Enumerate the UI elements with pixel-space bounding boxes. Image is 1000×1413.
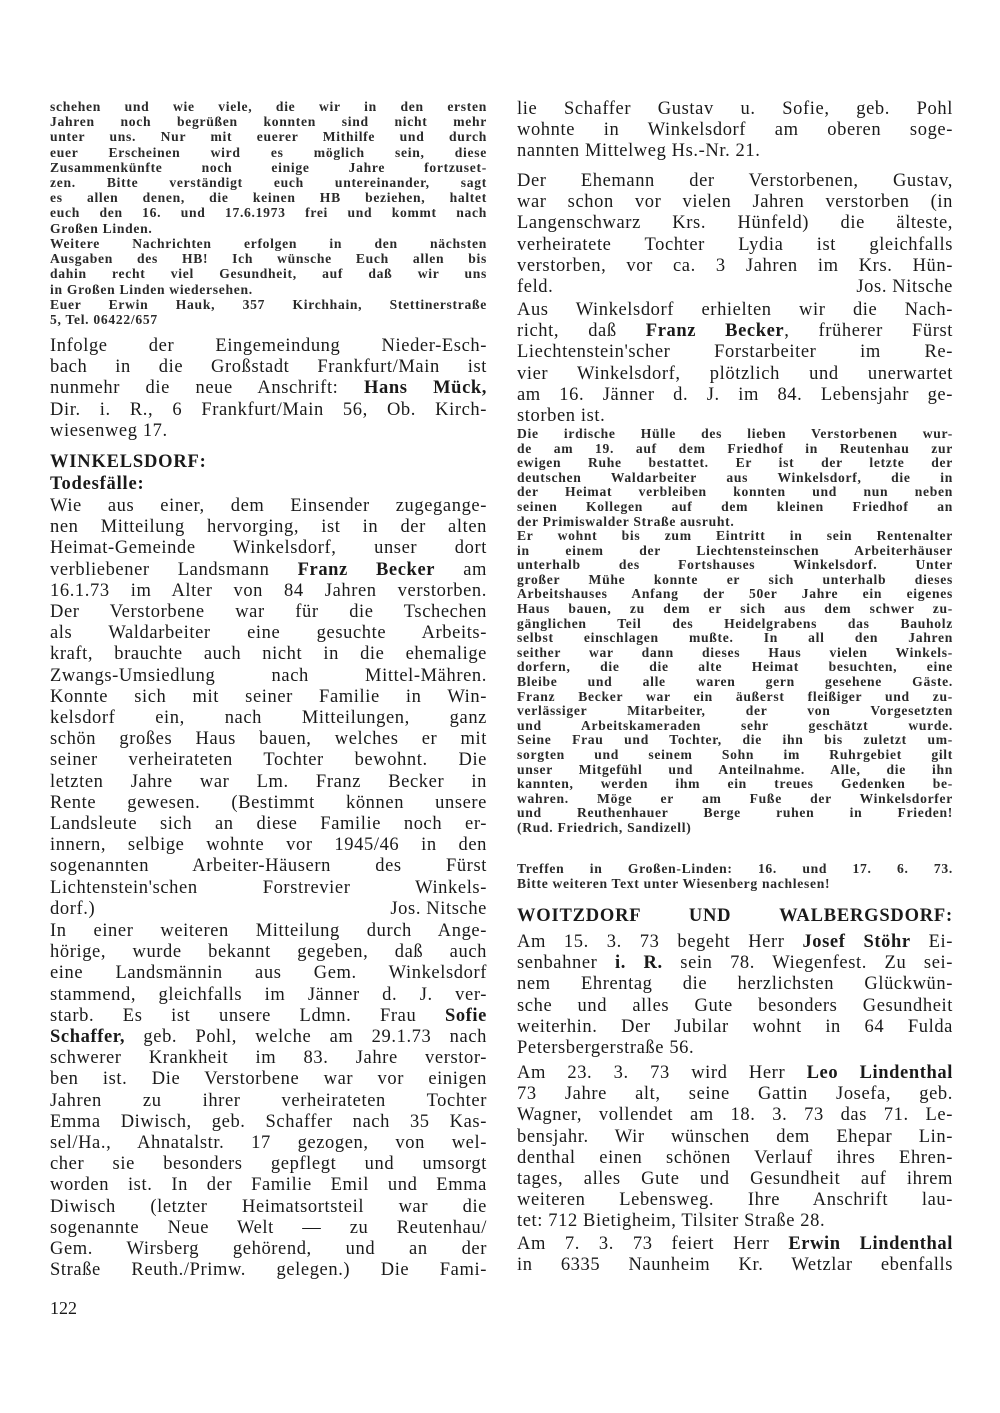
- line-text: senbahner: [517, 953, 615, 974]
- paragraph-further-news: [50, 236, 487, 297]
- text-line: de am 19. auf dem Friedhof in Reutenhau zur: [517, 440, 953, 456]
- text-line: Konnte sich mit seiner Familie in Win-: [50, 686, 487, 707]
- text-line: Zwangs-Umsiedlung nach Mittel-Mähren.: [50, 665, 487, 686]
- paragraph-becker-life: [517, 529, 953, 835]
- text-line: der Heimat verbleiben konnten und nun neben: [517, 484, 953, 500]
- text-line: es allen denen, die keinen HB beziehen, haltet: [50, 190, 487, 206]
- text-line: Weitere Nachrichten erfolgen in den nächsten: [50, 236, 487, 251]
- text-line: weiterhin. Der Jubilar wohnt in 64 Fulda: [517, 1016, 953, 1037]
- text-line: verstorben, vor ca. 3 Jahren im Krs. Hün-: [517, 255, 953, 276]
- text-line: verlässiger Mitarbeiter, der von Vorgesetzten: [517, 703, 953, 719]
- text-line: sel/Ha., Ahnatalstr. 17 gezogen, von wel-: [50, 1133, 487, 1154]
- line-text: dorf.): [50, 898, 96, 919]
- text-line: sogenannte Neue Welt — zu Reutenhau/: [50, 1217, 487, 1238]
- text-line: innern, selbige wohnte vor 1945/46 in den: [50, 835, 487, 856]
- text-line: Jahren noch begrüßen konnten sind nicht mehr: [50, 114, 487, 130]
- text-line: in 6335 Naunheim Kr. Wetzlar ebenfalls: [517, 1255, 953, 1276]
- bold-name: Franz Becker: [297, 559, 436, 580]
- bold-name: Sofie: [444, 1005, 487, 1026]
- text-line: euch den 16. und 17.6.1973 frei und kommt nach: [50, 205, 487, 221]
- text-line: war schon vor vielen Jahren verstorben (in: [517, 192, 953, 213]
- text-line: schehen und wie viele, die wir in den ersten: [50, 99, 487, 114]
- text-line: Rente gewesen. (Bestimmt können unsere: [50, 792, 487, 813]
- text-line: der Primiswalder Straße ausruht.: [517, 513, 735, 529]
- text-line: Franz Becker war ein äußerst fleißiger und zu-: [517, 688, 953, 704]
- text-line: sorgten und seinem Sohn im Ruhrgebiet gilt: [517, 746, 953, 762]
- text-line: unser Mitgefühl und Anteilnahme. Alle, die ihn: [517, 761, 953, 777]
- text-line: [50, 1006, 487, 1027]
- text-line: nem Ehrentag die herzlichsten Glückwün-: [517, 974, 953, 995]
- text-line: Euer Erwin Hauk, 357 Kirchhain, Stettinerstraße: [50, 297, 487, 312]
- paragraph-schaffer-continued: [517, 99, 953, 163]
- text-line: Infolge der Eingemeindung Nieder-Esch-: [50, 336, 487, 356]
- text-line: schwerer Krankheit im 83. Jahre verstor-: [50, 1048, 487, 1069]
- text-line: nannten Mittelweg Hs.-Nr. 21.: [517, 141, 761, 162]
- text-line: vier Winkelsdorf, plötzlich und unerwartet: [517, 363, 953, 384]
- text-line: storben ist.: [517, 406, 606, 427]
- text-line: dahin recht viel Gesundheit, auf daß wir uns: [50, 266, 487, 282]
- text-line: denthal einen schönen Verlauf ihres Ehren-: [517, 1147, 953, 1168]
- line-text: Am 7. 3. 73 feiert Herr: [517, 1234, 789, 1254]
- text-line: unterhalb des Fortshauses Winkelsdorf. Unter: [517, 557, 953, 573]
- text-line: sogenannten Arbeiter-Häusern des Fürst: [50, 856, 487, 877]
- text-line: euer Erscheinen wird es möglich sein, diese: [50, 144, 487, 160]
- text-line: deutschen Waldarbeiter aus Winkelsdorf, die in: [517, 469, 953, 485]
- bold-name: Josef Stöhr: [802, 932, 911, 952]
- text-line: weiteren Lebensweg. Ihre Anschrift lau-: [517, 1190, 953, 1211]
- line-text: geb. Pohl, welche am 29.1.73 nach: [125, 1027, 487, 1048]
- text-line: und Arbeitskameraden sehr geschätzt wurde.: [517, 717, 953, 733]
- text-line: 73 Jahre alt, seine Gattin Josefa, geb.: [517, 1084, 953, 1105]
- paragraph-new-address: [50, 336, 487, 442]
- text-line: Dir. i. R., 6 Frankfurt/Main 56, Ob. Kirch-: [50, 399, 487, 420]
- line-text: verbliebener Landsmann: [50, 559, 298, 580]
- text-line: verheiratete Tochter Lydia ist gleichfalls: [517, 234, 953, 255]
- paragraph-meeting-note: [517, 861, 953, 891]
- text-line: dorfern, die die alte Heimat besuchten, eine: [517, 659, 953, 675]
- section-heading-winkelsdorf: WINKELSDORF:: [50, 452, 207, 472]
- text-line: wiesenweg 17.: [50, 420, 168, 441]
- text-line: selbst einschlagen mußte. In all den Jahren: [517, 630, 953, 646]
- text-line: ewigen Ruhe bestattet. Er ist der letzte der: [517, 455, 953, 471]
- text-line: letzten Jahre war Lm. Franz Becker in: [50, 771, 487, 792]
- line-text: Am 15. 3. 73 begeht Herr: [517, 932, 803, 952]
- text-line: (Rud. Friedrich, Sandizell): [517, 819, 692, 835]
- text-line: Diwisch (letzter Heimatsortsteil war die: [50, 1196, 487, 1217]
- text-line: Landsleute sich an diese Familie noch er-: [50, 814, 487, 835]
- paragraph-reunion-invitation: [50, 99, 487, 236]
- paragraph-erwin-lindenthal-birthday: [517, 1234, 953, 1276]
- line-text: sein 78. Wiegenfest. Zu sei-: [662, 953, 954, 974]
- line-text: , früherer Fürst: [784, 321, 953, 342]
- text-line: Die irdische Hülle des lieben Verstorbenen wur-: [517, 426, 953, 441]
- bold-name: Franz Becker: [645, 321, 785, 342]
- line-text: am: [435, 559, 488, 580]
- bold-name: i. R.: [614, 953, 663, 974]
- paragraph-franz-becker-obituary: [50, 496, 487, 920]
- text-line: ben ist. Die Verstorbene war vor einigen: [50, 1069, 487, 1090]
- signature: Jos. Nitsche: [390, 898, 487, 919]
- text-line: Gem. Wirsberg gehörend, und an der: [50, 1239, 487, 1260]
- text-line: tet: 712 Bietigheim, Tilsiter Straße 28.: [517, 1211, 826, 1232]
- text-line: kelsdorf ein, nach Mitteilungen, ganz: [50, 708, 487, 729]
- text-line: gänglichen Teil des Heidelgrabens das Bauholz: [517, 615, 953, 631]
- text-line: eine Landsmännin aus Gem. Winkelsdorf: [50, 963, 487, 984]
- text-line: kraft, brauchte auch nicht in die ehemalige: [50, 644, 487, 665]
- text-line: tages, alles Gute und Gesundheit auf ihrem: [517, 1169, 953, 1190]
- line-text: starb. Es ist unsere Ldmn. Frau: [50, 1005, 445, 1026]
- text-line: seither war dann dieses Haus vielen Winkels-: [517, 644, 953, 660]
- text-line: großer Mühe konnte er sich unterhalb dieses: [517, 571, 953, 587]
- text-line: Treffen in Großen-Linden: 16. und 17. 6. 73.: [517, 861, 953, 876]
- subheading-deaths: Todesfälle:: [50, 474, 145, 494]
- text-line: lie Schaffer Gustav u. Sofie, geb. Pohl: [517, 99, 953, 119]
- line-text: Am 23. 3. 73 wird Herr: [517, 1063, 807, 1083]
- signature: Jos. Nitsche: [856, 277, 953, 298]
- text-line: Wagner, vollendet am 18. 3. 73 das 71. Le-: [517, 1105, 953, 1126]
- text-line: schön großes Haus bauen, welches er mit: [50, 729, 487, 750]
- text-line: Straße Reuth./Primw. gelegen.) Die Fami-: [50, 1260, 487, 1281]
- text-line: Haus bauen, zu dem er sich aus dem schwer zu-: [517, 600, 953, 616]
- bold-name: Leo Lindenthal: [806, 1063, 953, 1083]
- text-line: Er wohnt bis zum Eintritt in sein Rentenalter: [517, 528, 953, 543]
- text-line: Langenschwarz Krs. Hünfeld) die älteste,: [517, 213, 953, 234]
- text-line: sche und alles Gute besonders Gesundheit: [517, 995, 953, 1016]
- text-line: [50, 899, 487, 920]
- text-line: [517, 277, 953, 298]
- text-line: Der Ehemann der Verstorbenen, Gustav,: [517, 171, 953, 191]
- text-line: seinen Kollegen auf dem kleinen Friedhof an: [517, 498, 953, 514]
- text-line: In einer weiteren Mitteilung durch Ange-: [50, 921, 487, 941]
- text-line: kannten, werden ihm ein treues Gedenken be-: [517, 776, 953, 792]
- text-line: unter uns. Nur mit euerer Mithilfe und durch: [50, 129, 487, 145]
- bold-name: Erwin Lindenthal: [788, 1234, 953, 1254]
- text-line: Bitte weiteren Text unter Wiesenberg nachlesen!: [517, 876, 831, 892]
- text-line: Seine Frau und Tochter, die ihn bis zuletzt um-: [517, 732, 953, 748]
- text-line: Jahren zu ihrer verheirateten Tochter: [50, 1090, 487, 1111]
- text-line: Emma Diwisch, geb. Schaffer nach 35 Kas-: [50, 1111, 487, 1132]
- text-line: Aus Winkelsdorf erhielten wir die Nach-: [517, 300, 953, 320]
- page-number: 122: [50, 1298, 77, 1318]
- text-line: [517, 321, 953, 342]
- line-text: richt, daß: [517, 321, 646, 342]
- text-line: Liechtenstein'scher Forstarbeiter im Re-: [517, 342, 953, 363]
- text-line: in Großen Linden wiedersehen.: [50, 281, 253, 297]
- line-text: Ei-: [910, 932, 953, 952]
- text-line: worden ist. In der Familie Emil und Emma: [50, 1175, 487, 1196]
- text-line: bach in die Großstadt Frankfurt/Main ist: [50, 357, 487, 378]
- text-line: Arbeitshauses Anfang der 50er Jahre ein eigenes: [517, 586, 953, 602]
- text-line: [517, 1063, 953, 1084]
- text-line: hörige, wurde bekannt gegeben, daß auch: [50, 942, 487, 963]
- text-line: bensjahr. Wir wünschen dem Ehepar Lin-: [517, 1126, 953, 1147]
- text-line: nen Mitteilung hervorging, ist in der alten: [50, 517, 487, 538]
- text-line: cher sie besonders gepflegt und umsorgt: [50, 1154, 487, 1175]
- paragraph-burial: [517, 427, 953, 529]
- text-line: seiner verheirateten Tochter bewohnt. Die: [50, 750, 487, 771]
- text-line: am 16. Jänner d. J. im 84. Lebensjahr ge-: [517, 384, 953, 405]
- text-line: Der Verstorbene war für die Tschechen: [50, 602, 487, 623]
- text-line: [50, 1027, 487, 1048]
- text-line: [517, 932, 953, 953]
- line-text: feld.: [517, 277, 554, 298]
- text-line: als Waldarbeiter eine gesuchte Arbeits-: [50, 623, 487, 644]
- text-line: Lichtenstein'schen Forstrevier Winkels-: [50, 877, 487, 898]
- line-text: nunmehr die neue Anschrift:: [50, 378, 365, 399]
- text-line: stammend, gleichfalls im Jänner d. J. ver-: [50, 984, 487, 1005]
- text-line: wohnte in Winkelsdorf am oberen soge-: [517, 120, 953, 141]
- paragraph-husband-note: [517, 171, 953, 298]
- bold-name: Schaffer,: [50, 1027, 126, 1048]
- paragraph-becker-news: [517, 300, 953, 427]
- section-heading-woitzdorf: WOITZDORF UND WALBERGSDORF:: [517, 906, 953, 926]
- text-line: Großen Linden.: [50, 220, 153, 236]
- paragraph-josef-stoehr-birthday: [517, 932, 953, 1059]
- text-line: [517, 953, 953, 974]
- paragraph-leo-lindenthal-birthday: [517, 1063, 953, 1233]
- paragraph-sender-address: [50, 297, 487, 327]
- text-line: in einem der Liechtensteinschen Arbeiterhäuser: [517, 542, 953, 558]
- text-line: und Reuthenhauer Berge ruhen in Frieden!: [517, 805, 953, 821]
- text-line: Bleibe und alle waren gern gesehene Gäste.: [517, 673, 953, 689]
- bold-name: Hans Mück,: [364, 378, 487, 399]
- text-line: Zusammenkünfte noch einige Jahre fortzuset-: [50, 159, 487, 175]
- text-line: Ausgaben des HB! Ich wünsche Euch allen bis: [50, 251, 487, 267]
- text-line: [517, 1234, 953, 1255]
- text-line: Wie aus einer, dem Einsender zugegange-: [50, 496, 487, 516]
- text-line: [50, 378, 487, 399]
- text-line: Petersbergerstraße 56.: [517, 1038, 695, 1059]
- text-line: zen. Bitte verständigt euch untereinander, sagt: [50, 175, 487, 191]
- text-line: 16.1.73 im Alter von 84 Jahren verstorben.: [50, 580, 487, 601]
- paragraph-sofie-schaffer-obituary: [50, 921, 487, 1281]
- text-line: wahren. Möge er am Fuße der Winkelsdorfer: [517, 790, 953, 806]
- text-line: Heimat-Gemeinde Winkelsdorf, unser dort: [50, 538, 487, 559]
- text-line: [50, 560, 487, 581]
- text-line: 5, Tel. 06422/657: [50, 312, 158, 328]
